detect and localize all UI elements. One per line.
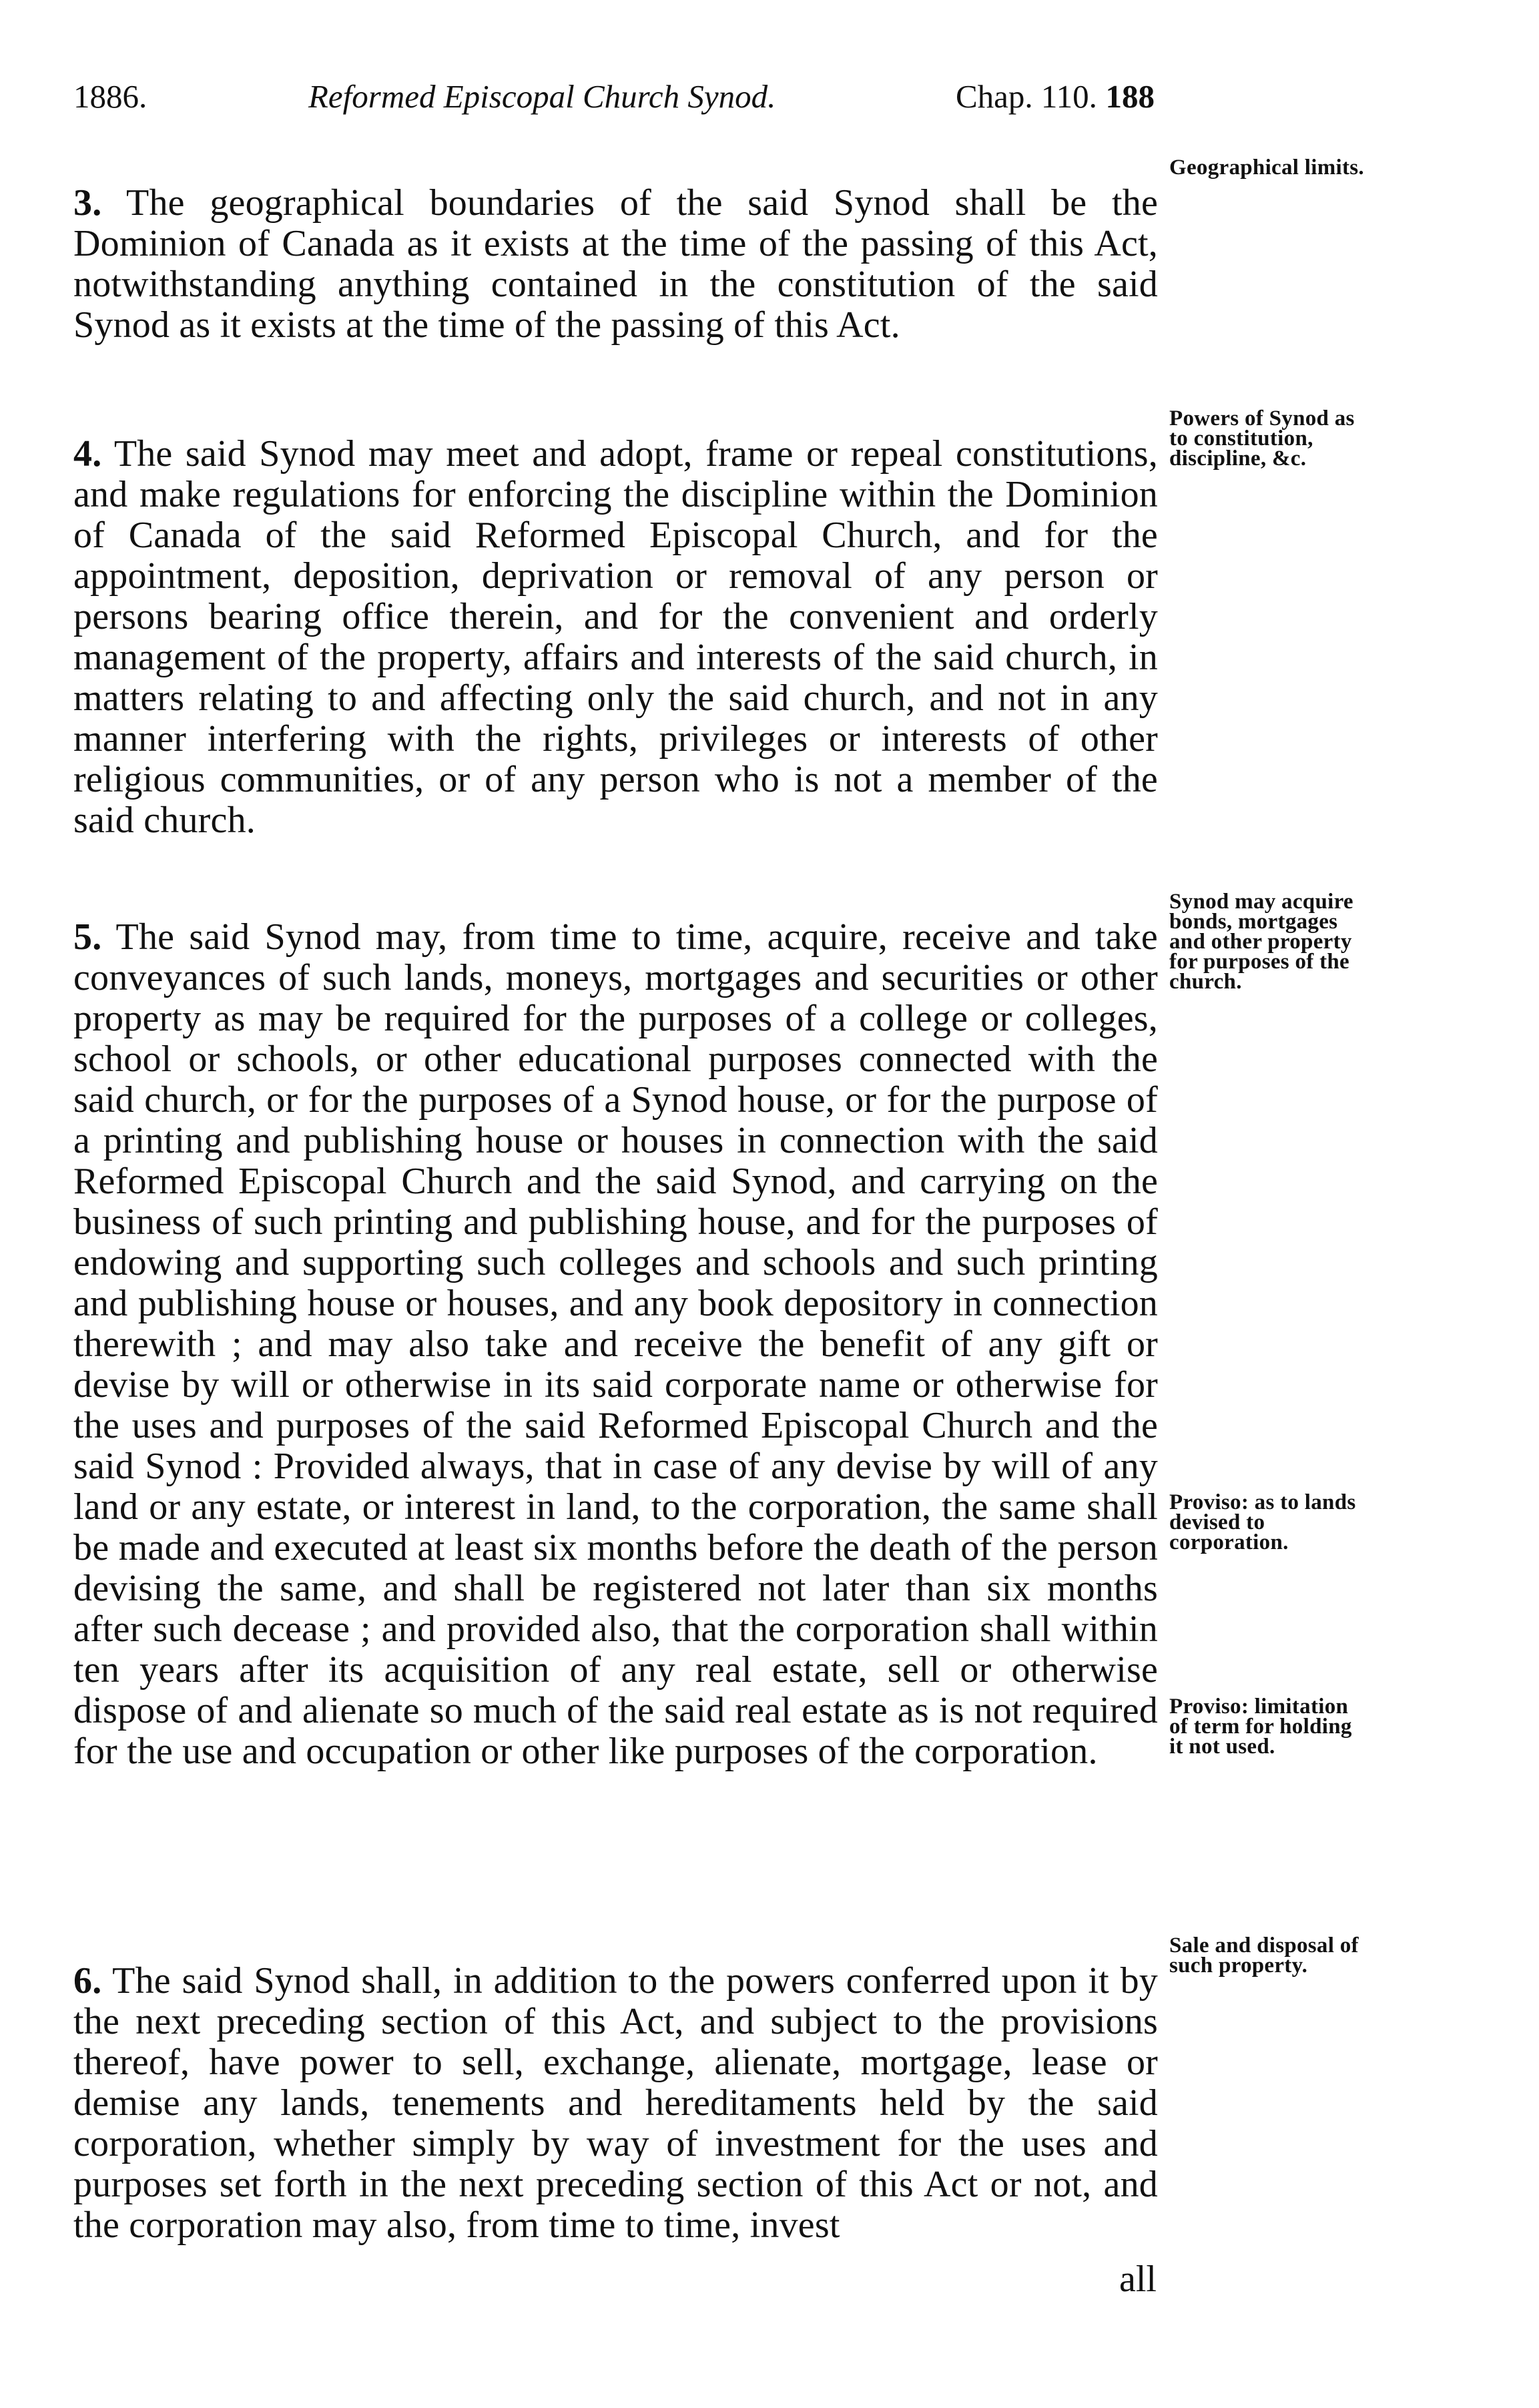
marginal-note-proviso-limitation: Proviso: limitation of term for holding it not used. <box>1169 1695 1352 1759</box>
section-4 <box>73 434 1158 841</box>
header-year: 1886. <box>73 78 147 115</box>
section-number: 5. <box>73 916 102 958</box>
section-number: 6. <box>73 1960 102 2002</box>
section-text: The said Synod may meet and adopt, frame or repeal constitutions, and make regulations for enforcing the discipline within the Dominion of Canada of the said Reformed Episcopal Church, and for the appointment, deposition, deprivation or removal of any person or persons bearing office therein, and for the convenient and orderly management of the property, affairs and interests of the said church, in matters relating to and affecting only the said church, and not in any manner interfering with the rights, privileges or interests of other religious communities, or of any person who is not a member of the said church. <box>73 433 1158 841</box>
section-6 <box>73 1961 1158 2246</box>
section-text: The said Synod may, from time to time, acquire, receive and take conveyances of such lands, moneys, mortgages and securities or other property as may be required for the purposes of a college or colleges, school or schools, or other educational purposes connected with the said church, or for the purposes of a Synod house, or for the purpose of a printing and publishing house or houses in connection with the said Reformed Episcopal Church and the said Synod, and carrying on the business of such printing and publishing house, and for the purposes of endowing and supporting such colleges and schools and such printing and publishing house or houses, and any book depository in connection therewith ; and may also take and receive the benefit of any gift or devise by will or otherwise in its said corporate name or otherwise for the uses and purposes of the said Reformed Episcopal Church and the said Synod : Provided always, that in case of any devise by will of any land or any estate, or interest in land, to the corporation, the same shall be made and executed at least six months before the death of the person devising the same, and shall be registered not later than six months after such decease ; and provided also, that the corporation shall within ten years after its acquisition of any real estate, sell or otherwise dispose of and alienate so much of the said real estate as is not required for the use and occupation or other like purposes of the corporation. <box>73 916 1158 1772</box>
marginal-note-sale-and-disposal: Sale and disposal of such property. <box>1169 1933 1359 1978</box>
marginal-note-proviso-lands-devised: Proviso: as to lands devised to corporation. <box>1169 1490 1356 1554</box>
header-chapter: Chap. 110. <box>956 78 1097 115</box>
section-number: 4. <box>73 433 102 475</box>
catchword: all <box>1119 2259 1157 2300</box>
page-number: 188 <box>1105 78 1155 115</box>
section-text: The geographical boundaries of the said Synod shall be the Dominion of Canada as it exists at the time of the passing of this Act, notwithstanding anything contained in the constitution of the said Synod as it exists at the time of the passing of this Act. <box>73 182 1158 346</box>
section-text: The said Synod shall, in addition to the powers conferred upon it by the next preceding section of this Act, and subject to the provisions thereof, have power to sell, exchange, alienate, mortgage, lease or demise any lands, tenements and hereditaments held by the said corporation, whether simply by way of investment for the uses and purposes set forth in the next preceding section of this Act or not, and the corporation may also, from time to time, invest <box>73 1960 1158 2246</box>
running-head <box>73 67 1155 127</box>
section-3 <box>73 183 1158 346</box>
section-number: 3. <box>73 182 102 224</box>
header-title: Reformed Episcopal Church Synod. <box>308 78 776 115</box>
marginal-note-powers-of-synod: Powers of Synod as to constitution, discipline, &c. <box>1169 406 1355 471</box>
marginal-note-geographical-limits: Geographical limits. <box>1169 156 1364 180</box>
marginal-note-synod-may-acquire: Synod may acquire bonds, mortgages and other property for purposes of the church. <box>1169 890 1353 994</box>
section-5 <box>73 917 1158 1772</box>
